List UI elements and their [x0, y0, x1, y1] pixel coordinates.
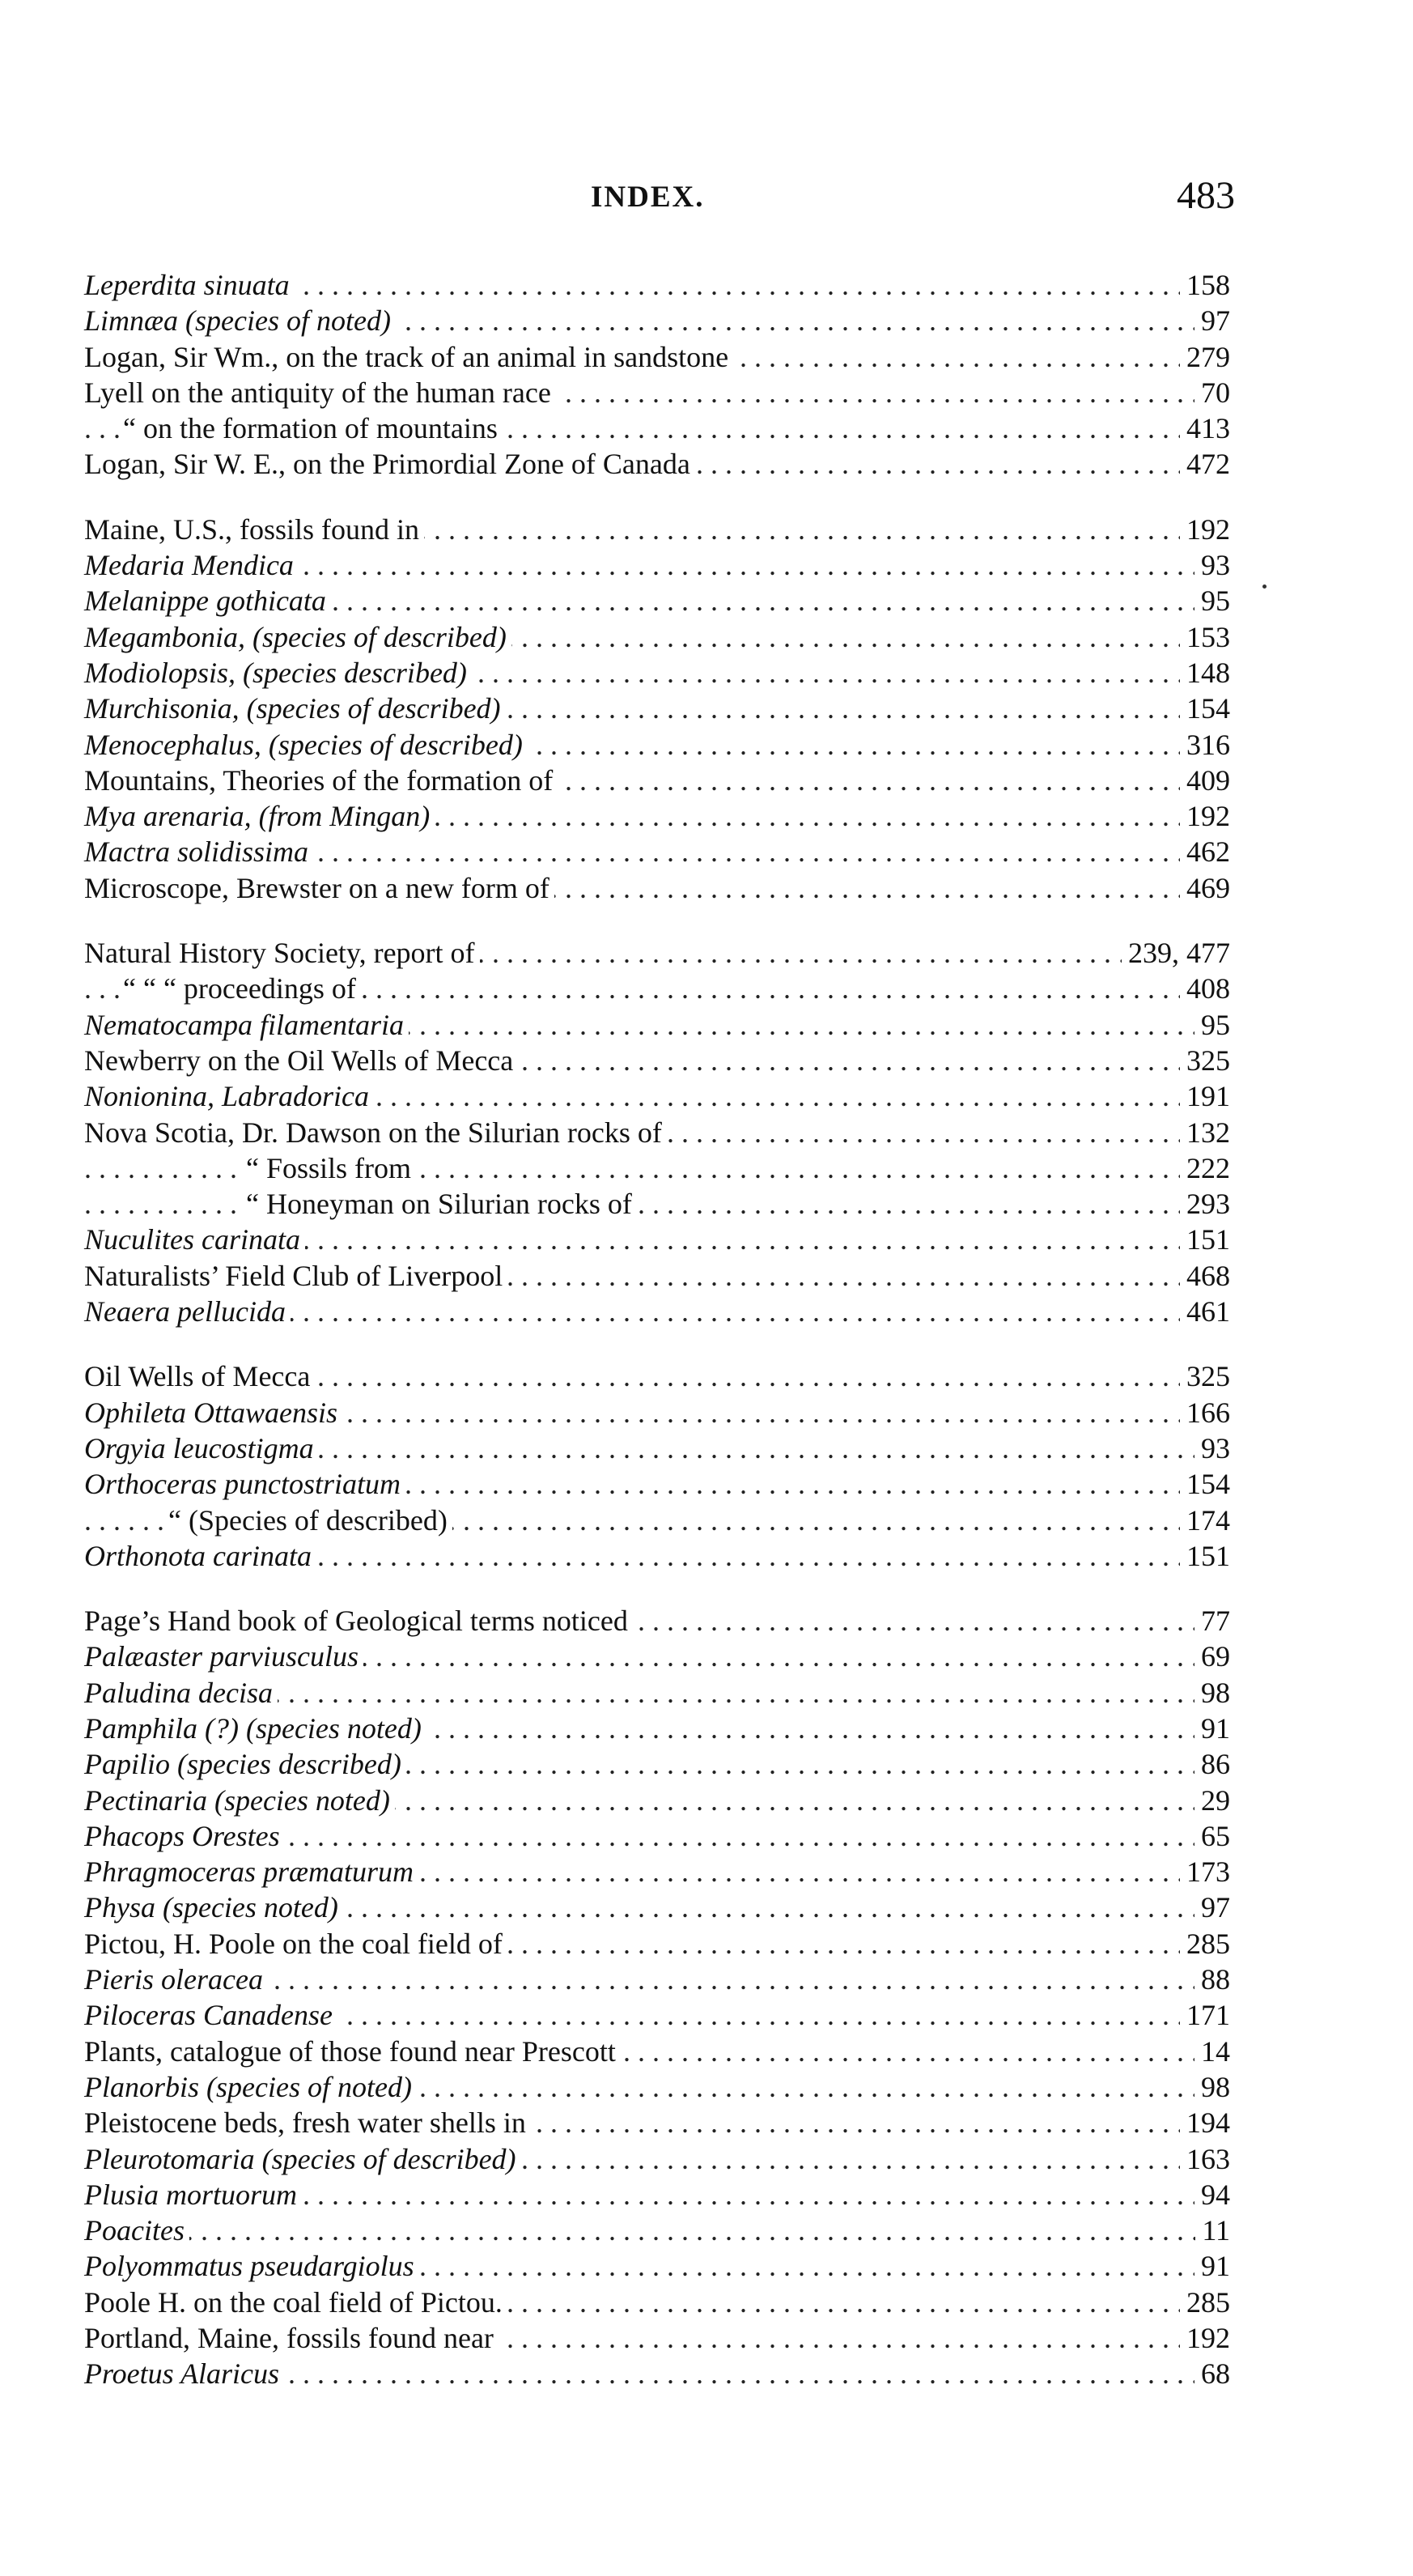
- index-entry: [84, 1078, 1230, 1114]
- index-entry: [84, 2356, 1230, 2391]
- index-term: Orthonota carinata: [84, 1538, 316, 1574]
- index-term: Polyommatus pseudargiolus: [84, 2248, 419, 2284]
- index-term: Melanippe gothicata: [84, 583, 331, 618]
- index-term: Orgyia leucostigma: [84, 1430, 319, 1466]
- index-entry: [84, 971, 1230, 1006]
- index-term: Pectinaria (species noted): [84, 1783, 395, 1818]
- index-entry: [84, 1222, 1230, 1257]
- index-page-ref: 132: [1180, 1115, 1230, 1150]
- index-entry: [84, 2248, 1230, 2284]
- index-entry: [84, 339, 1230, 375]
- index-term: Proetus Alaricus: [84, 2356, 284, 2391]
- index-page-ref: 69: [1194, 1639, 1230, 1674]
- index-term: Nuculites carinata: [84, 1222, 305, 1257]
- index-term: Nonionina, Labradorica: [84, 1078, 374, 1114]
- index-page-ref: 29: [1194, 1783, 1230, 1818]
- index-entry: [84, 2141, 1230, 2177]
- index-entry: [84, 1818, 1230, 1854]
- index-term: Mountains, Theories of the formation of: [84, 763, 558, 798]
- index-entry: [84, 512, 1230, 547]
- index-term: Newberry on the Oil Wells of Mecca: [84, 1043, 518, 1078]
- index-page-ref: 98: [1194, 2069, 1230, 2105]
- index-page-ref: 70: [1194, 375, 1230, 410]
- index-entry: [84, 935, 1230, 971]
- index-entry: [84, 2105, 1230, 2140]
- index-term: “ on the formation of mountains: [123, 410, 503, 446]
- index-entry: [84, 1007, 1230, 1043]
- index-entry: [84, 2069, 1230, 2105]
- index-page-ref: 95: [1194, 1007, 1230, 1043]
- index-entry: [84, 1538, 1230, 1574]
- index-term: Palæaster parviusculus: [84, 1639, 363, 1674]
- index-page-ref: 97: [1194, 303, 1230, 338]
- index-entry: [84, 1639, 1230, 1674]
- index-page-ref: 469: [1180, 870, 1230, 906]
- index-entry: [84, 1294, 1230, 1329]
- index-page-ref: 88: [1194, 1962, 1230, 1997]
- index-term: Megambonia, (species of described): [84, 619, 511, 655]
- index-term: Maine, U.S., fossils found in: [84, 512, 424, 547]
- index-page-ref: 191: [1180, 1078, 1230, 1114]
- index-page-ref: 166: [1180, 1395, 1230, 1430]
- index-term: Planorbis (species of noted): [84, 2069, 417, 2105]
- index-term: Ophileta Ottawaensis: [84, 1395, 342, 1430]
- index-term: Oil Wells of Mecca: [84, 1358, 315, 1394]
- index-page-ref: 413: [1180, 410, 1230, 446]
- index-entry: [84, 1962, 1230, 1997]
- index-entry: [84, 2177, 1230, 2213]
- index-term: Microscope, Brewster on a new form of: [84, 870, 554, 906]
- page-header: [0, 174, 1413, 228]
- index-page-ref: 91: [1194, 2248, 1230, 2284]
- index-term: Papilio (species described): [84, 1746, 406, 1782]
- index-term: Lyell on the antiquity of the human race: [84, 375, 556, 410]
- index-term: “ “ “ proceedings of: [123, 971, 361, 1006]
- index-page-ref: 93: [1194, 547, 1230, 583]
- index-term: Logan, Sir W. E., on the Primordial Zone of Canada: [84, 446, 695, 482]
- index-entry: [84, 303, 1230, 338]
- index-entry: [84, 410, 1230, 446]
- index-term: Nova Scotia, Dr. Dawson on the Silurian rocks of: [84, 1115, 667, 1150]
- index-entry: [84, 267, 1230, 303]
- index-term: Portland, Maine, fossils found near: [84, 2320, 499, 2356]
- index-term: Pleurotomaria (species of described): [84, 2141, 521, 2177]
- index-page-ref: 68: [1194, 2356, 1230, 2391]
- index-entry: [84, 2034, 1230, 2069]
- index-entry: [84, 1503, 1230, 1538]
- index-entry: [84, 2320, 1230, 2356]
- index-term: Menocephalus, (species of described): [84, 727, 528, 763]
- index-entry: [84, 1854, 1230, 1889]
- index-page-ref: 95: [1194, 583, 1230, 618]
- index-entry: [84, 619, 1230, 655]
- index-page-ref: 325: [1180, 1358, 1230, 1394]
- index-term: Poole H. on the coal field of Pictou.: [84, 2285, 507, 2320]
- index-entry: [84, 1746, 1230, 1782]
- index-entry: [84, 1997, 1230, 2033]
- index-page-ref: 97: [1194, 1889, 1230, 1925]
- index-term: Naturalists’ Field Club of Liverpool: [84, 1258, 507, 1294]
- index-term: Leperdita sinuata: [84, 267, 295, 303]
- index-entry: [84, 727, 1230, 763]
- index-page-ref: 325: [1180, 1043, 1230, 1078]
- index-entry: [84, 1675, 1230, 1711]
- index-entry: [84, 834, 1230, 869]
- index-page-ref: 14: [1194, 2034, 1230, 2069]
- index-entry: [84, 1711, 1230, 1746]
- index-page-ref: 151: [1180, 1222, 1230, 1257]
- index-entry: [84, 1603, 1230, 1639]
- index-term: Phacops Orestes: [84, 1818, 285, 1854]
- index-term: Natural History Society, report of: [84, 935, 480, 971]
- index-page-ref: 158: [1180, 267, 1230, 303]
- index-page-ref: 279: [1180, 339, 1230, 375]
- index-term: Logan, Sir Wm., on the track of an animal in sandstone: [84, 339, 733, 375]
- index-page-ref: 192: [1180, 512, 1230, 547]
- index-page-ref: 468: [1180, 1258, 1230, 1294]
- index-term: Murchisonia, (species of described): [84, 691, 506, 726]
- index-entry: [84, 798, 1230, 834]
- index-page-ref: 173: [1180, 1854, 1230, 1889]
- index-entry: [84, 1430, 1230, 1466]
- index-entry: [84, 583, 1230, 618]
- index-term: “ Fossils from: [246, 1150, 416, 1186]
- index-page-ref: 192: [1180, 798, 1230, 834]
- index-entry: [84, 2213, 1230, 2248]
- index-page-ref: 65: [1194, 1818, 1230, 1854]
- index-entry: [84, 1186, 1230, 1222]
- index-page-ref: 462: [1180, 834, 1230, 869]
- index-page-ref: 293: [1180, 1186, 1230, 1222]
- index-page-ref: 192: [1180, 2320, 1230, 2356]
- index-page-ref: 171: [1180, 1997, 1230, 2033]
- index-entry: [84, 1358, 1230, 1394]
- index-term: “ Honeyman on Silurian rocks of: [246, 1186, 637, 1222]
- index-entry: [84, 1395, 1230, 1430]
- index-term: Paludina decisa: [84, 1675, 278, 1711]
- index-entry: [84, 1926, 1230, 1962]
- index-term: Plants, catalogue of those found near Prescott: [84, 2034, 621, 2069]
- index-page-ref: 472: [1180, 446, 1230, 482]
- index-term: Medaria Mendica: [84, 547, 299, 583]
- dot-leader: [84, 2213, 1230, 2248]
- index-entry: [84, 547, 1230, 583]
- index-entry: [84, 691, 1230, 726]
- index-page-ref: 239, 477: [1122, 935, 1230, 971]
- index-page-ref: 154: [1180, 1466, 1230, 1502]
- index-page-ref: 285: [1180, 2285, 1230, 2320]
- index-page-ref: 154: [1180, 691, 1230, 726]
- index-page-ref: 285: [1180, 1926, 1230, 1962]
- index-term: Page’s Hand book of Geological terms noticed: [84, 1603, 633, 1639]
- index-entry: [84, 1258, 1230, 1294]
- index-entry: [84, 446, 1230, 482]
- index-entry: [84, 2285, 1230, 2320]
- index-term: Phragmoceras præmaturum: [84, 1854, 418, 1889]
- index-page-ref: 148: [1180, 655, 1230, 691]
- index-term: Modiolopsis, (species described): [84, 655, 472, 691]
- index-page-ref: 98: [1194, 1675, 1230, 1711]
- index-term: Pictou, H. Poole on the coal field of: [84, 1926, 507, 1962]
- index-page-ref: 163: [1180, 2141, 1230, 2177]
- index-entry: [84, 763, 1230, 798]
- index-term: “ (Species of described): [168, 1503, 452, 1538]
- index-term: Orthoceras punctostriatum: [84, 1466, 405, 1502]
- index-term: Piloceras Canadense: [84, 1997, 337, 2033]
- index-page-ref: 174: [1180, 1503, 1230, 1538]
- index-term: Mactra solidissima: [84, 834, 313, 869]
- index-term: Physa (species noted): [84, 1889, 343, 1925]
- index-entry: [84, 1115, 1230, 1150]
- index-entry: [84, 1150, 1230, 1186]
- index-page-ref: 194: [1180, 2105, 1230, 2140]
- index-page-ref: 91: [1194, 1711, 1230, 1746]
- index-entry: [84, 655, 1230, 691]
- index-page-ref: 93: [1194, 1430, 1230, 1466]
- index-page-ref: 11: [1195, 2213, 1230, 2248]
- index-entry: [84, 870, 1230, 906]
- stray-ink-mark: [1262, 584, 1267, 589]
- index-term: Pamphila (?) (species noted): [84, 1711, 426, 1746]
- page-title: INDEX.: [591, 181, 705, 214]
- index-page-ref: 409: [1180, 763, 1230, 798]
- index-term: Plusia mortuorum: [84, 2177, 302, 2213]
- index-entry: [84, 1043, 1230, 1078]
- index-entry: [84, 375, 1230, 410]
- index-page-ref: 408: [1180, 971, 1230, 1006]
- index-list: [84, 267, 1230, 2392]
- index-term: Nematocampa filamentaria: [84, 1007, 409, 1043]
- index-page-ref: 222: [1180, 1150, 1230, 1186]
- index-term: Neaera pellucida: [84, 1294, 291, 1329]
- index-term: Pleistocene beds, fresh water shells in: [84, 2105, 531, 2140]
- index-term: Poacites: [84, 2213, 189, 2248]
- index-term: Pieris oleracea: [84, 1962, 268, 1997]
- index-page-ref: 86: [1194, 1746, 1230, 1782]
- index-term: Limnæa (species of noted): [84, 303, 396, 338]
- index-entry: [84, 1889, 1230, 1925]
- index-page-ref: 94: [1194, 2177, 1230, 2213]
- index-entry: [84, 1466, 1230, 1502]
- index-page-ref: 77: [1194, 1603, 1230, 1639]
- index-page-ref: 153: [1180, 619, 1230, 655]
- index-term: Mya arenaria, (from Mingan): [84, 798, 435, 834]
- index-entry: [84, 1783, 1230, 1818]
- index-page-ref: 316: [1180, 727, 1230, 763]
- page-number: 483: [1177, 174, 1235, 217]
- index-page-ref: 461: [1180, 1294, 1230, 1329]
- index-page-ref: 151: [1180, 1538, 1230, 1574]
